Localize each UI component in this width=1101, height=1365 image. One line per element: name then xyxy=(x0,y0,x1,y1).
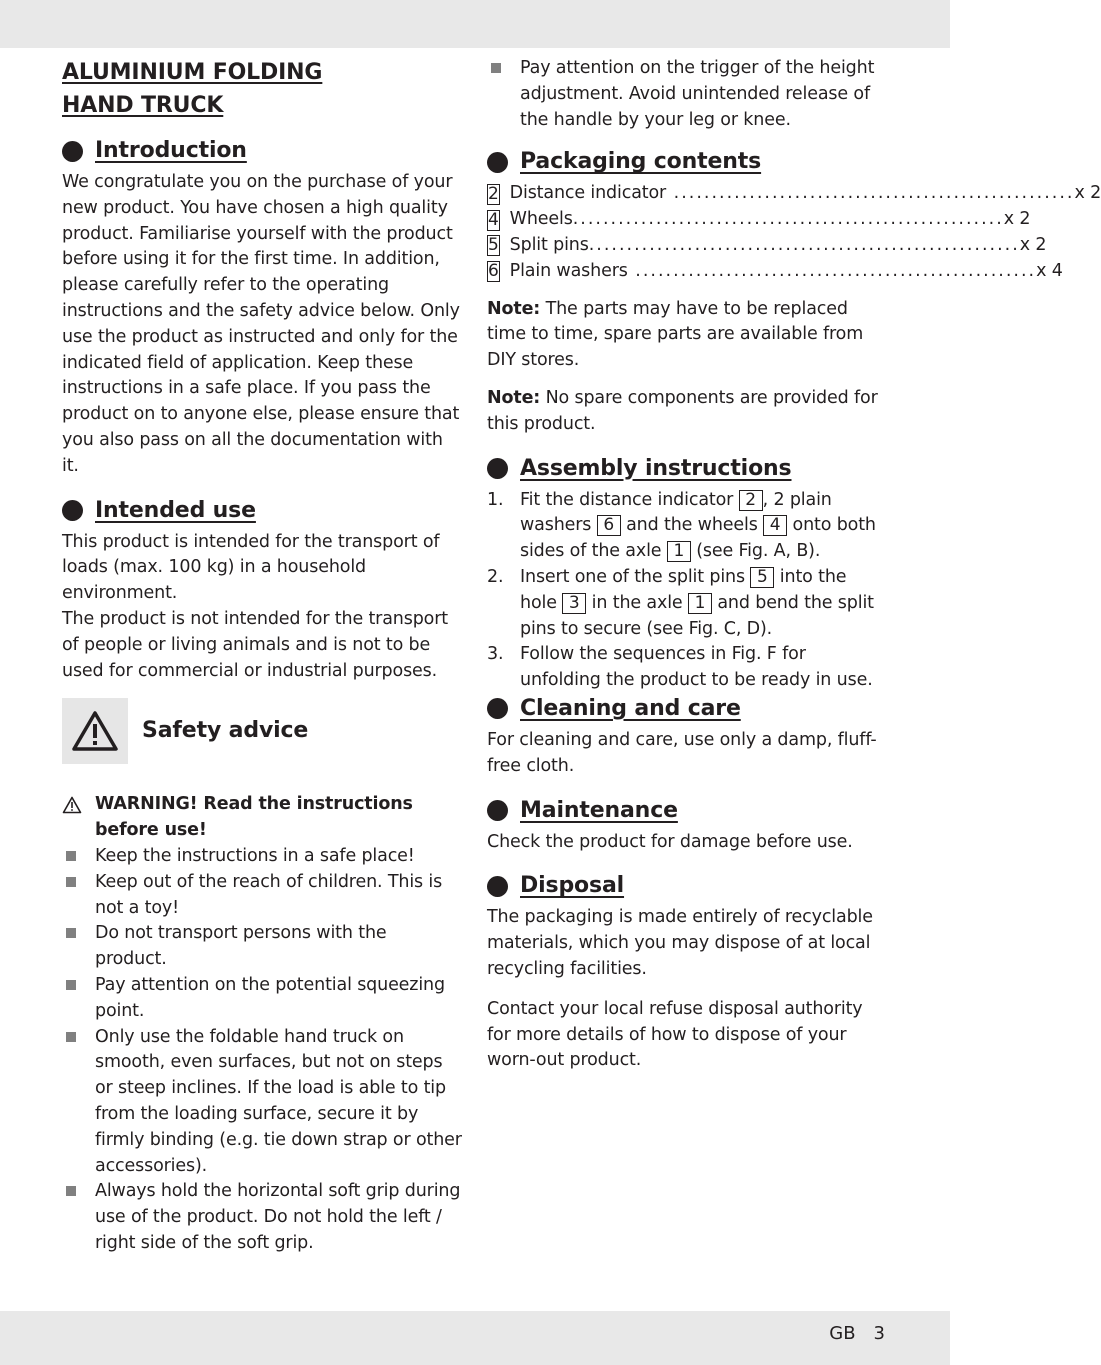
bullet-dot-icon xyxy=(487,152,508,173)
page-number: 3 xyxy=(873,1323,885,1344)
part-name: Wheels xyxy=(509,209,573,230)
part-reference: 2 xyxy=(739,490,763,511)
list-item: Keep the instructions in a safe place! xyxy=(62,844,462,870)
list-item: Pay attention on the potential squeezing point. xyxy=(62,973,462,1025)
safety-list-continued xyxy=(487,56,885,133)
warning-triangle-icon xyxy=(62,698,128,764)
disposal-text-2: Contact your local refuse disposal authority for more details of how to dispose of your worn-out product. xyxy=(487,998,863,1071)
page-footer xyxy=(811,1322,885,1346)
safety-advice-header xyxy=(62,698,462,764)
maintenance-text: Check the product for damage before use. xyxy=(487,831,853,852)
square-bullet-icon xyxy=(66,1032,76,1042)
document-title xyxy=(62,56,462,122)
square-bullet-icon xyxy=(66,851,76,861)
title-line-2: HAND TRUCK xyxy=(62,93,224,118)
list-item: Pay attention on the trigger of the height adjustment. Avoid unintended release of the handle by your leg or knee. xyxy=(487,56,885,133)
square-bullet-icon xyxy=(491,63,501,73)
assembly-steps xyxy=(487,488,885,694)
list-item: Keep out of the reach of children. This is not a toy! xyxy=(62,870,462,922)
dot-leader: ......................................................... xyxy=(588,234,1020,255)
part-name: Plain washers xyxy=(509,260,628,281)
safety-list xyxy=(62,844,462,1257)
intended-use-text-1: This product is intended for the transport of loads (max. 100 kg) in a household environment. xyxy=(62,531,440,604)
footer-band xyxy=(0,1311,950,1365)
packaging-row xyxy=(487,233,1047,259)
part-reference: 5 xyxy=(750,567,774,588)
intended-use-heading: Intended use xyxy=(62,496,462,526)
introduction-heading: Introduction xyxy=(62,136,462,166)
assembly-heading: Assembly instructions xyxy=(487,454,885,484)
disposal-text-1: The packaging is made entirely of recyclable materials, which you may dispose of at local recycling facilities. xyxy=(487,907,873,979)
part-number: 6 xyxy=(488,261,499,282)
intended-use-text-2: The product is not intended for the transport of people or living animals and is not to be used for commercial or industrial purposes. xyxy=(62,608,448,681)
right-column xyxy=(487,56,1101,1074)
bullet-dot-icon xyxy=(62,500,83,521)
part-reference: 6 xyxy=(597,515,621,536)
part-number: 2 xyxy=(488,183,499,204)
part-reference: 1 xyxy=(667,541,691,562)
warning-small-icon xyxy=(62,792,95,844)
part-quantity: x 2 xyxy=(1003,209,1031,230)
warning-text: WARNING! Read the instructions before use! xyxy=(95,794,413,841)
part-reference: 3 xyxy=(562,593,586,614)
dot-leader: ..................................................... xyxy=(627,260,1037,281)
list-item: Do not transport persons with the product. xyxy=(62,921,462,973)
safety-advice-title: Safety advice xyxy=(142,718,309,744)
square-bullet-icon xyxy=(66,877,76,887)
packaging-row xyxy=(487,259,1063,285)
square-bullet-icon xyxy=(66,1186,76,1196)
dot-leader: ......................................................... xyxy=(572,209,1004,230)
note-no-spares: Note: No spare components are provided for this product. xyxy=(487,387,878,434)
part-number: 4 xyxy=(488,209,499,230)
title-line-1: ALUMINIUM FOLDING xyxy=(62,60,323,85)
assembly-step-2: 2. Insert one of the split pins 5 into the hole 3 in the axle 1 and bend the split pins to secure (see Fig. C, D). xyxy=(487,566,874,639)
bullet-dot-icon xyxy=(487,698,508,719)
warning-notice xyxy=(62,792,462,844)
part-quantity: x 2 xyxy=(1019,234,1047,255)
square-bullet-icon xyxy=(66,980,76,990)
part-reference: 4 xyxy=(763,515,787,536)
part-name: Split pins xyxy=(509,234,589,255)
bullet-dot-icon xyxy=(487,458,508,479)
disposal-heading: Disposal xyxy=(487,871,885,901)
bullet-dot-icon xyxy=(62,141,83,162)
header-band xyxy=(0,0,950,48)
part-quantity: x 4 xyxy=(1036,260,1063,281)
part-number: 5 xyxy=(488,235,499,256)
packaging-row xyxy=(487,207,1031,233)
left-column xyxy=(62,56,462,1257)
maintenance-heading: Maintenance xyxy=(487,796,885,826)
part-reference: 1 xyxy=(688,593,712,614)
packaging-row xyxy=(487,181,1101,207)
cleaning-text: For cleaning and care, use only a damp, fluff-free cloth. xyxy=(487,729,877,776)
note-spare-parts: Note: The parts may have to be replaced time to time, spare parts are available from DIY stores. xyxy=(487,298,864,371)
language-code: GB xyxy=(829,1323,856,1344)
dot-leader: ..................................................... xyxy=(666,183,1075,204)
part-quantity: x 2 xyxy=(1074,183,1101,204)
square-bullet-icon xyxy=(66,928,76,938)
introduction-text: We congratulate you on the purchase of your new product. You have chosen a high quality product. Familiarise yourself with the product before using it for the first time. In addition, please carefully refer to the operating instructions and the safety advice below. Only use the product as instructed and only for the indicated field of application. Keep these instructions in a safe place. If you pass the product on to anyone else, please ensure that you also pass on all the documentation with it. xyxy=(62,172,460,476)
bullet-dot-icon xyxy=(487,876,508,897)
list-item: Always hold the horizontal soft grip during use of the product. Do not hold the left / right side of the soft grip. xyxy=(62,1179,462,1256)
assembly-step-1: 1. Fit the distance indicator 2 , 2 plain washers 6 and the wheels 4 onto both sides of the axle 1 (see Fig. A, B). xyxy=(487,489,876,562)
packaging-heading: Packaging contents xyxy=(487,147,885,177)
bullet-dot-icon xyxy=(487,800,508,821)
list-item: Only use the foldable hand truck on smooth, even surfaces, but not on steps or steep inclines. If the load is able to tip from the loading surface, secure it by firmly binding (e.g. tie down strap or other accessories). xyxy=(62,1025,462,1180)
packaging-list xyxy=(487,181,1101,284)
part-name: Distance indicator xyxy=(509,183,667,204)
cleaning-heading: Cleaning and care xyxy=(487,694,885,724)
assembly-step-3: 3. Follow the sequences in Fig. F for unfolding the product to be ready in use. xyxy=(487,644,873,691)
